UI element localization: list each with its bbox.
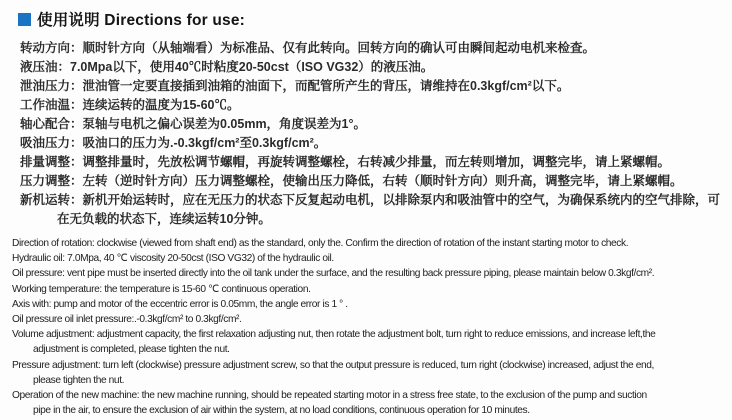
- direction-line-en: Direction of rotation: clockwise (viewed from shaft end) as the standard, only the. Confirm the direction of rotation of the instant starting motor to check.: [12, 238, 629, 249]
- direction-line-zh: 新机运转：新机开始运转时，应在无压力的状态下反复起动电机，以排除泵内和吸油管中的空气，为确保系统内的空气排除，可: [20, 193, 721, 207]
- page-title: 使用说明 Directions for use:: [37, 12, 246, 29]
- direction-line-zh: 泄油压力：泄油管一定要直接插到油箱的油面下，而配管所产生的背压，请维持在0.3kgf/cm²以下。: [20, 79, 570, 93]
- direction-line-zh: 压力调整：左转（逆时针方向）压力调整螺栓，使输出压力降低，右转（顺时针方向）则升高，调整完毕，请上紧螺帽。: [20, 174, 683, 188]
- direction-line-en: Working temperature: the temperature is 15-60 ℃ continuous operation.: [12, 283, 311, 295]
- direction-line-zh: 排量调整：调整排量时，先放松调节螺帽，再旋转调整螺栓，右转减少排量，而左转则增加，调整完毕，请上紧螺帽。: [20, 155, 671, 169]
- direction-line-zh: 工作油温：连续运转的温度为15-60℃。: [20, 98, 240, 112]
- direction-line-zh: 吸油压力：吸油口的压力为.-0.3kgf/cm²至0.3kgf/cm²。: [20, 136, 327, 150]
- directions-english-block: [12, 236, 732, 418]
- direction-line-en: Hydraulic oil: 7.0Mpa, 40 ℃ viscosity 20-50cst (ISO VG32) of the hydraulic oil.: [12, 253, 334, 265]
- direction-line-zh: 液压油：7.0Mpa以下，使用40℃时粘度20-50cst（ISO VG32）的液压油。: [20, 60, 434, 74]
- direction-line-zh-continuation: 在无负载的状态下，连续运转10分钟。: [57, 212, 271, 226]
- direction-line-en: Oil pressure oil inlet pressure:.-0.3kgf/cm² to 0.3kgf/cm².: [12, 314, 242, 326]
- direction-line-en-continuation: pipe in the air, to ensure the exclusion of air within the system, at no load conditions, continuous operation for 10 minutes.: [33, 405, 530, 417]
- direction-line-zh: 轴心配合：泵轴与电机之偏心误差为0.05mm，角度误差为1°。: [20, 117, 367, 131]
- direction-line-en: Volume adjustment: adjustment capacity, the first relaxation adjusting nut, then rotate the adjustment bolt, turn right to reduce emissions, and increase left,the: [12, 329, 656, 341]
- directions-chinese-block: [20, 39, 732, 229]
- blue-square-bullet-icon: [18, 13, 31, 26]
- direction-line-en: Operation of the new machine: the new machine running, should be repeated starting motor in a stress free state, to the exclusion of the pump and suction: [12, 390, 647, 402]
- direction-line-zh: 转动方向：顺时针方向（从轴端看）为标准品、仅有此转向。回转方向的确认可由瞬间起动电机来检查。: [20, 41, 596, 55]
- direction-line-en-continuation: please tighten the nut.: [33, 374, 125, 386]
- direction-line-en: Axis with: pump and motor of the eccentric error is 0.05mm, the angle error is 1 ° .: [12, 298, 348, 310]
- direction-line-en: Oil pressure: vent pipe must be inserted directly into the oil tank under the surface, and the resulting back pressure piping, please maintain below 0.3kgf/cm².: [12, 268, 655, 280]
- direction-line-en: Pressure adjustment: turn left (clockwise) pressure adjustment screw, so that the output pressure is reduced, turn right (clockwise) increased, adjust the end,: [12, 359, 654, 371]
- direction-line-en-continuation: adjustment is completed, please tighten the nut.: [33, 344, 230, 356]
- section-header: [18, 8, 732, 30]
